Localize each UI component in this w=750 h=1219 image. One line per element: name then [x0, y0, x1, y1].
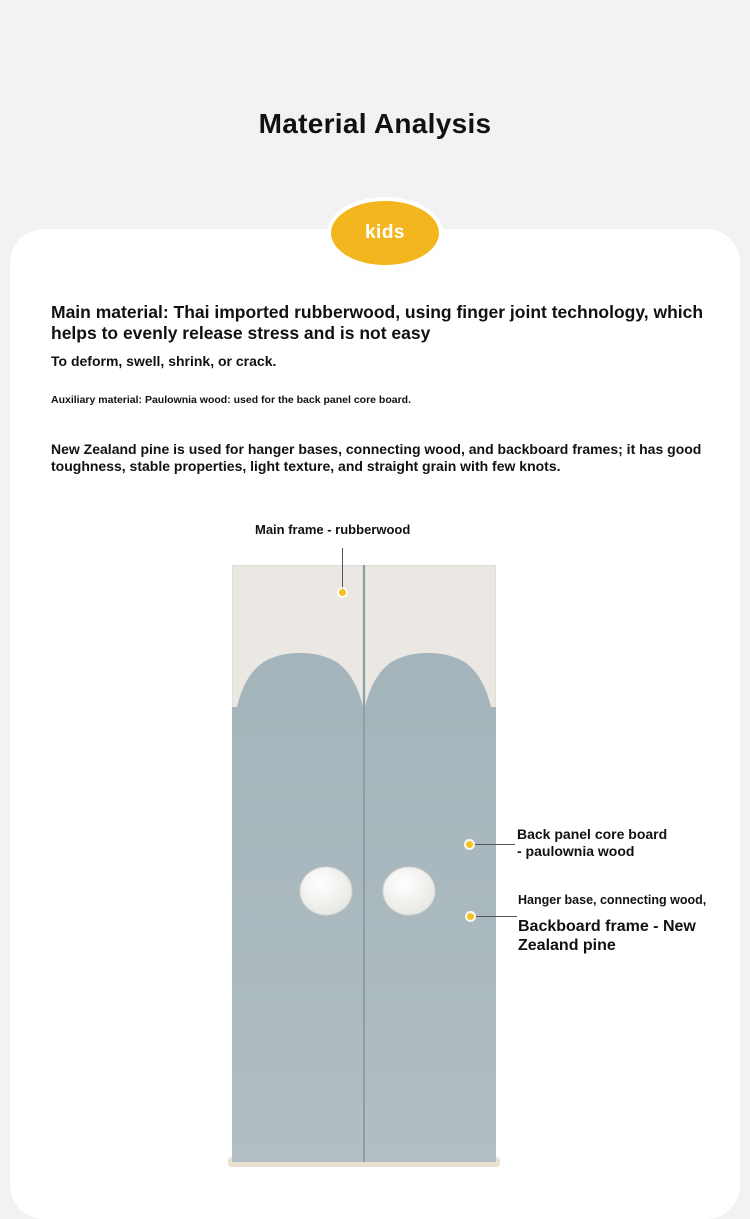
main-material-text: Main material: Thai imported rubberwood, using finger joint technology, which helps to evenly release stress and is not easy [51, 302, 704, 343]
right-door [365, 565, 496, 1162]
hanger-callout-line1: Hanger base, connecting wood, [518, 893, 707, 907]
hanger-dot [467, 913, 474, 920]
back-panel-leader [473, 844, 515, 845]
right-knob [383, 867, 435, 915]
hanger-callout-line2: Backboard frame - New Zealand pine [518, 918, 696, 954]
wardrobe-illustration [232, 565, 496, 1162]
nz-pine-text: New Zealand pine is used for hanger bases, connecting wood, and backboard frames; it has good toughness, stable properties, light texture, and straight grain with few knots. [51, 441, 702, 474]
main-frame-dot [339, 589, 346, 596]
back-panel-dot [466, 841, 473, 848]
kids-badge-label: kids [364, 222, 406, 243]
left-door [232, 565, 363, 1162]
auxiliary-material-text: Auxiliary material: Paulownia wood: used for the back panel core board. [51, 394, 411, 406]
back-panel-callout: Back panel core board - paulownia wood [517, 826, 668, 859]
left-knob [300, 867, 352, 915]
kids-badge [331, 201, 439, 265]
page-title: Material Analysis [258, 108, 492, 139]
main-frame-label: Main frame - rubberwood [255, 522, 411, 537]
hanger-leader [474, 916, 517, 917]
deform-text: To deform, swell, shrink, or crack. [51, 353, 277, 369]
main-frame-leader [342, 548, 343, 591]
